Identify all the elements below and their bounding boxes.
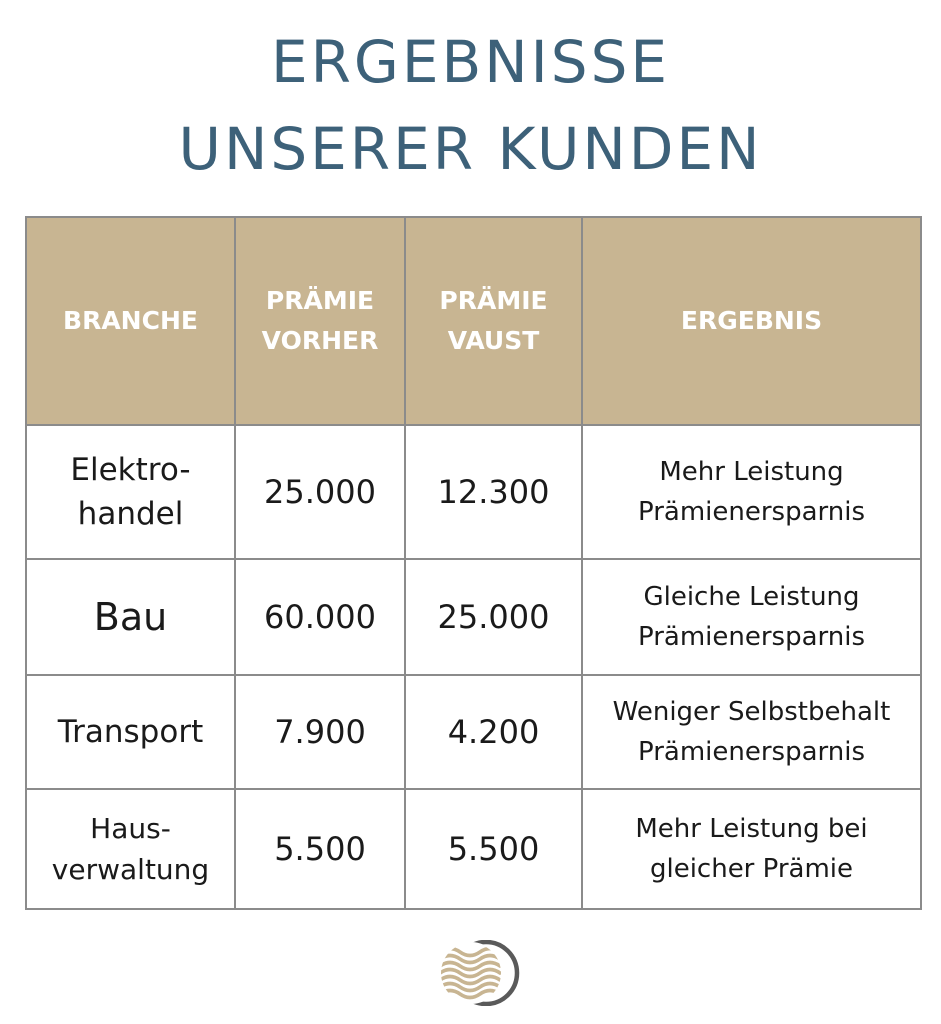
cell-ergebnis [582, 789, 921, 909]
page-title-line-2: UNSERER KUNDEN [178, 115, 763, 183]
header-praemie-vaust-line2: VAUST [447, 326, 540, 355]
header-ergebnis [582, 217, 921, 425]
ergebnis-line2: Prämienersparnis [637, 622, 866, 652]
cell-praemie-vorher: 25.000 [235, 425, 405, 559]
cell-ergebnis [582, 425, 921, 559]
ergebnis-line1: Gleiche Leistung [643, 582, 860, 612]
table-row [26, 425, 921, 559]
cell-ergebnis [582, 559, 921, 675]
cell-praemie-vorher: 5.500 [235, 789, 405, 909]
ergebnis-line2: Prämienersparnis [637, 737, 866, 767]
cell-praemie-vaust: 12.300 [405, 425, 582, 559]
branche-line1: Elektro- [70, 452, 191, 488]
cell-praemie-vorher: 7.900 [235, 675, 405, 789]
ergebnis-line1: Mehr Leistung [659, 457, 844, 487]
table-row [26, 559, 921, 675]
branche-line2: verwaltung [51, 853, 210, 886]
header-ergebnis-label: ERGEBNIS [680, 306, 823, 335]
ergebnis-line1: Weniger Selbstbehalt [612, 697, 891, 727]
ergebnis-line2: Prämienersparnis [637, 497, 866, 527]
table-header-row [26, 217, 921, 425]
wave-circle-logo-icon [438, 940, 528, 1006]
table-row [26, 675, 921, 789]
ergebnis-line2: gleicher Prämie [649, 854, 854, 884]
cell-branche [26, 789, 235, 909]
header-praemie-vorher-line1: PRÄMIE [265, 286, 375, 315]
header-praemie-vorher-line2: VORHER [261, 326, 379, 355]
page-title-line-1: ERGEBNISSE [270, 28, 671, 96]
cell-praemie-vaust: 4.200 [405, 675, 582, 789]
table-row [26, 789, 921, 909]
cell-branche: Bau [26, 559, 235, 675]
branche-line1: Haus- [90, 812, 171, 845]
header-praemie-vaust-line1: PRÄMIE [439, 286, 548, 315]
results-table [25, 216, 922, 910]
branche-line2: handel [77, 496, 184, 532]
cell-ergebnis [582, 675, 921, 789]
cell-praemie-vaust: 5.500 [405, 789, 582, 909]
header-branche [26, 217, 235, 425]
header-branche-label: BRANCHE [63, 306, 198, 335]
header-praemie-vorher [235, 217, 405, 425]
ergebnis-line1: Mehr Leistung bei [635, 814, 868, 844]
header-praemie-vaust [405, 217, 582, 425]
cell-praemie-vorher: 60.000 [235, 559, 405, 675]
cell-branche: Transport [26, 675, 235, 789]
cell-branche [26, 425, 235, 559]
cell-praemie-vaust: 25.000 [405, 559, 582, 675]
